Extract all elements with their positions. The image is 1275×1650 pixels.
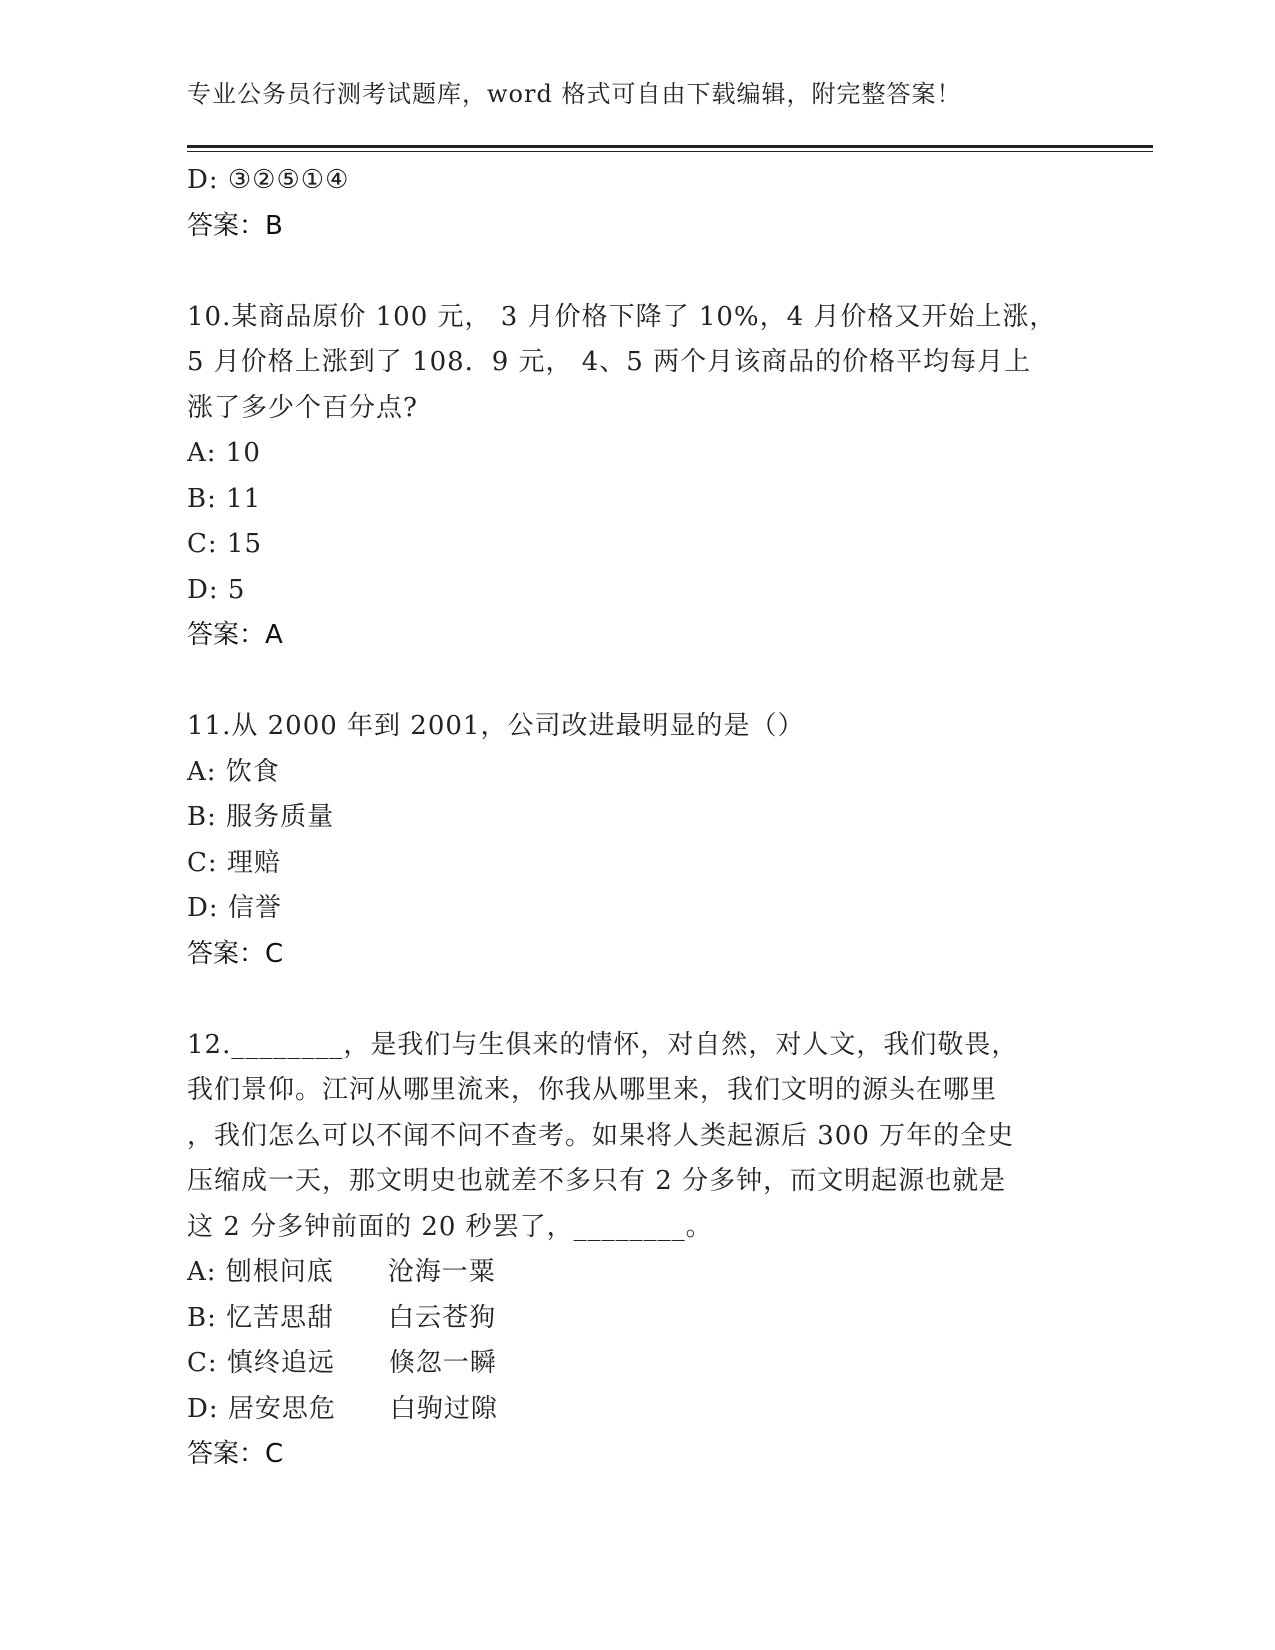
q10-stem-line: 10.某商品原价 100 元， 3 月价格下降了 10%，4 月价格又开始上涨，	[187, 301, 1057, 332]
spacer	[187, 977, 1067, 1023]
q10-stem-line: 5 月价格上涨到了 108．9 元， 4、5 两个月该商品的价格平均每月上	[187, 347, 1032, 377]
header-rule-thin	[187, 151, 1153, 152]
q11-option-d: D: 信誉	[187, 893, 282, 923]
q12-stem-line: 12.________，是我们与生俱来的情怀，对自然，对人文，我们敬畏，	[187, 1029, 1019, 1060]
q9-answer: 答案：B	[187, 210, 283, 241]
q11-option-c: C: 理赔	[187, 847, 281, 878]
q12-stem-line: 我们景仰。江河从哪里流来，你我从哪里来，我们文明的源头在哪里	[187, 1075, 998, 1105]
question-10	[187, 295, 1067, 659]
spacer	[187, 659, 1067, 705]
q12-option-d: D: 居安思危 白驹过隙	[187, 1393, 498, 1424]
q12-option-b: B: 忆苦思甜 白云苍狗	[187, 1302, 497, 1333]
q12-option-c: C: 慎终追远 倏忽一瞬	[187, 1348, 497, 1378]
header-rule-thick	[187, 145, 1153, 148]
page-header: 专业公务员行测考试题库，word 格式可自由下载编辑，附完整答案！	[187, 80, 962, 108]
question-content	[187, 158, 1067, 1478]
spacer	[187, 249, 1067, 295]
q11-stem-line: 11.从 2000 年到 2001，公司改进最明显的是（）	[187, 711, 805, 741]
q10-answer: 答案：A	[187, 620, 283, 650]
q12-option-a: A: 刨根问底 沧海一粟	[187, 1257, 496, 1287]
question-11	[187, 704, 1067, 977]
q10-option-c: C: 15	[187, 529, 263, 559]
q11-answer: 答案：C	[187, 938, 284, 969]
q12-stem-line: ，我们怎么可以不闻不问不查考。如果将人类起源后 300 万年的全史	[187, 1120, 1015, 1151]
q10-option-b: B: 11	[187, 483, 262, 514]
q12-stem-line: 这 2 分多钟前面的 20 秒罢了，________。	[187, 1211, 713, 1242]
q9-option-d: D: ③②⑤①④	[187, 165, 350, 195]
q10-option-d: D: 5	[187, 574, 246, 605]
q11-option-a: A: 饮食	[187, 756, 280, 787]
q12-stem-line: 压缩成一天，那文明史也就差不多只有 2 分多钟，而文明起源也就是	[187, 1166, 1007, 1196]
q10-option-a: A: 10	[187, 438, 261, 468]
q10-stem-line: 涨了多少个百分点?	[187, 392, 418, 423]
q11-option-b: B: 服务质量	[187, 802, 335, 832]
question-12	[187, 1023, 1067, 1478]
q12-answer: 答案：C	[187, 1439, 284, 1469]
